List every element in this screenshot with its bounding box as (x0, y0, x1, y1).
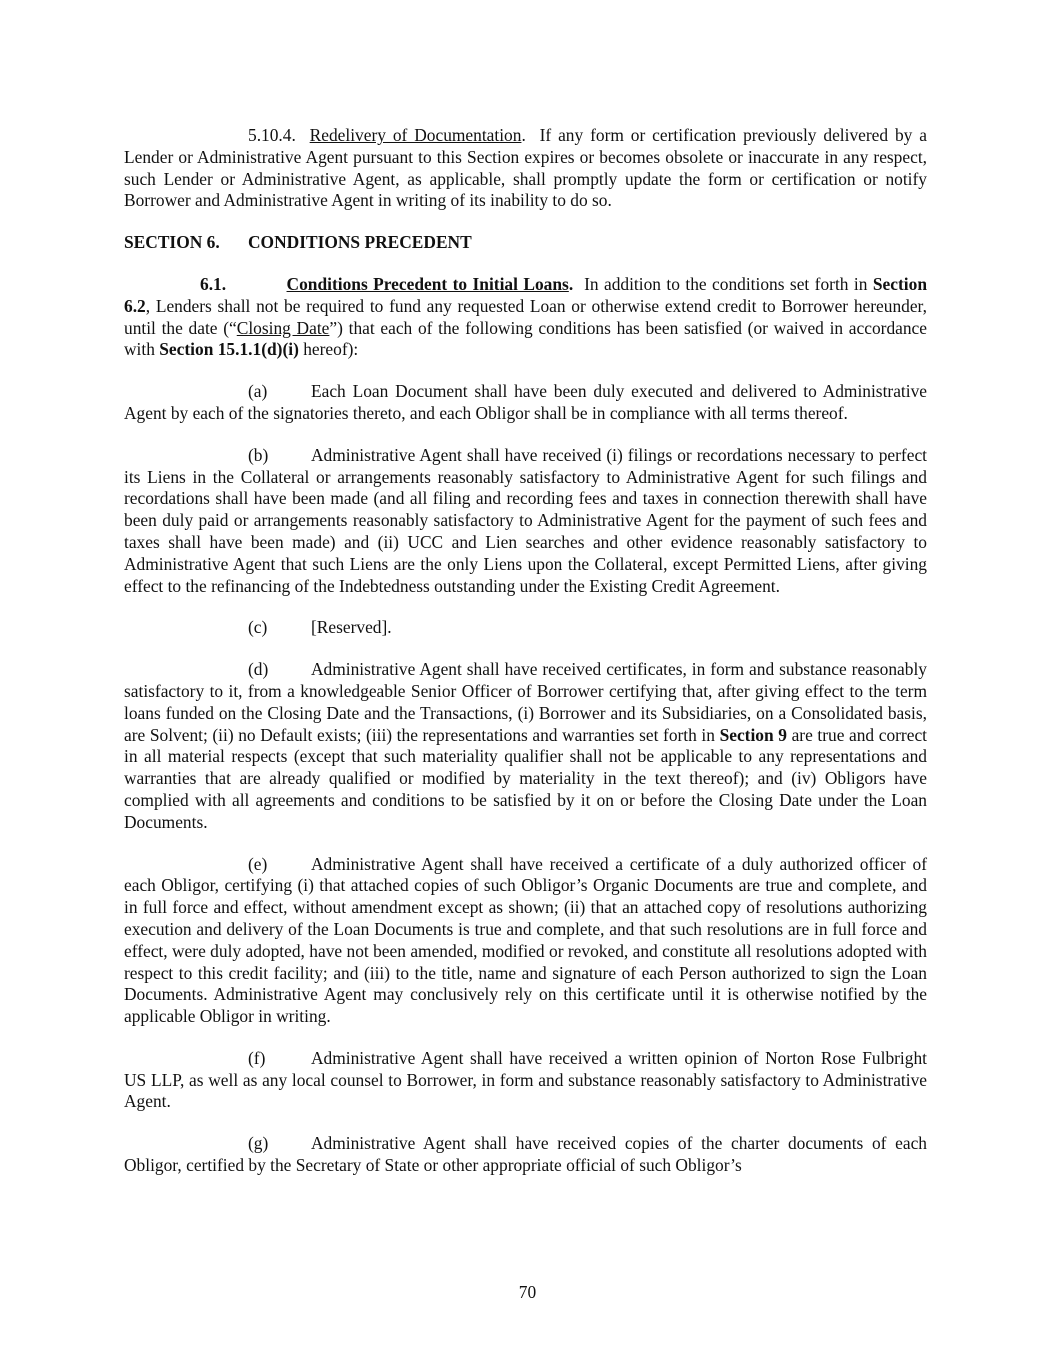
clause-text: Administrative Agent shall have received (i) filings or recordations necessary to perfect its Liens in the Collateral or arrangements reasonably satisfactory to Administrative Agent for such filings and recordations shall have been made (and all filing and recording fees and taxes in connection therewith shall have been duly paid or arrangements reasonably satisfactory to Administrative Agent for the payment of such fees and taxes shall have been made) and (ii) UCC and Lien searches and other evidence reasonably satisfactory to Administrative Agent that such Liens are the only Liens upon the Collateral, except Permitted Liens, after giving effect to the refinancing of the Indebtedness outstanding under the Existing Credit Agreement. (124, 444, 927, 596)
section-reference: Section 6.2 (124, 273, 927, 316)
paragraph-number: 5.10.4. (248, 125, 296, 145)
clause-text: Administrative Agent shall have received a certificate of a duly authorized officer of each Obligor, certifying (i) that attached copies of such Obligor’s Organic Documents are true and complete, and in full force and effect, without amendment except as shown; (ii) that an attached copy of resolutions authorizing execution and delivery of the Loan Documents is true and complete, and that such resolutions are in full force and effect, were duly adopted, have not been amended, modified or revoked, and constitute all resolutions adopted with respect to this credit facility; and (iii) to the title, name and signature of each Person authorized to sign the Loan Documents. Administrative Agent may conclusively rely on this certificate until it is otherwise notified by the applicable Obligor in writing. (124, 853, 927, 1027)
paragraph-title: Redelivery of Documentation (309, 125, 522, 145)
paragraph-5-10-4: 5.10.4. Redelivery of Documentation. If any form or certification previously delivered by a Lender or Administrative Agent pursuant to this Section expires or becomes obsolete or inaccurate in any respect, such Lender or Administrative Agent, as applicable, shall promptly update the form or certification or notify Borrower and Administrative Agent in writing of its inability to do so. (124, 125, 927, 211)
clause-e (124, 854, 927, 1028)
clause-text: Administrative Agent shall have received a written opinion of Norton Rose Fulbright US LLP, as well as any local counsel to Borrower, in form and substance reasonably satisfactory to Administrative Agent. (124, 1047, 927, 1112)
subsection-text-4: hereof): (298, 339, 359, 360)
subsection-title: Conditions Precedent to Initial Loans (286, 273, 569, 294)
clause-text: Administrative Agent shall have received copies of the charter documents of each Obligor, certified by the Secretary of State or other appropriate official of such Obligor’s (124, 1133, 927, 1176)
section-reference: Section 9 (719, 724, 787, 745)
page-number: 70 (518, 1282, 537, 1302)
defined-term: Closing Date (236, 317, 330, 338)
subsection-text-2: , Lenders shall not be required to fund any requested Loan or otherwise extend credit to Borrower hereunder, until the date (“ (124, 295, 927, 338)
clause-label: (e) (248, 853, 268, 874)
section-reference: Section 15.1.1(d)(i) (159, 339, 299, 360)
clause-g (124, 1133, 927, 1177)
clause-c (124, 617, 927, 639)
subsection-text-1: In addition to the conditions set forth in (584, 273, 873, 294)
clause-a (124, 381, 927, 425)
clause-label: (c) (248, 617, 268, 638)
clause-label: (f) (248, 1047, 266, 1068)
subsection-number: 6.1. (200, 273, 227, 294)
paragraph-6-1: 6.1. Conditions Precedent to Initial Loans. In addition to the conditions set forth in Section 6.2, Lenders shall not be required to fund any requested Loan or otherwise extend credit to Borrower hereunder, until the date (“Closing Date”) that each of the following conditions has been satisfied (or waived in accordance with Section 15.1.1(d)(i) hereof): (124, 273, 927, 360)
clause-text-2: are true and correct in all material respects (except that such materiality qualifier shall not be applicable to any representations and warranties that are already qualified or modified by materiality in the text thereof); and (iv) Obligors have complied with all agreements and conditions to be satisfied by it on or before the Closing Date under the Loan Documents. (124, 724, 927, 832)
clause-text: Each Loan Document shall have been duly executed and delivered to Administrative Agent by each of the signatories thereto, and each Obligor shall be in compliance with all terms thereof. (124, 381, 927, 423)
clause-text-1: Administrative Agent shall have received certificates, in form and substance reasonably satisfactory to it, from a knowledgeable Senior Officer of Borrower certifying that, after giving effect to the term loans funded on the Closing Date and the Transactions, (i) Borrower and its Subsidiaries, on a Consolidated basis, are Solvent; (ii) no Default exists; (iii) the representations and warranties set forth in (124, 659, 927, 745)
document-body (124, 125, 927, 1177)
clause-d (124, 659, 927, 833)
section-number: SECTION 6. (124, 232, 220, 253)
section-title: CONDITIONS PRECEDENT (248, 232, 472, 253)
subsection-text-3: ”) that each of the following conditions has been satisfied (or waived in accordance with (124, 317, 927, 360)
clause-label: (a) (248, 381, 268, 402)
clause-f (124, 1048, 927, 1113)
clause-label: (g) (248, 1133, 269, 1154)
paragraph-text: If any form or certification previously delivered by a Lender or Administrative Agent pursuant to this Section expires or becomes obsolete or inaccurate in any respect, such Lender or Administrative Agent, as applicable, shall promptly update the form or certification or notify Borrower and Administrative Agent in writing of its inability to do so. (124, 125, 927, 211)
clause-text: [Reserved]. (311, 617, 392, 638)
clause-b (124, 445, 927, 598)
clause-label: (b) (248, 444, 269, 465)
clause-label: (d) (248, 659, 269, 680)
section-heading (124, 232, 927, 254)
